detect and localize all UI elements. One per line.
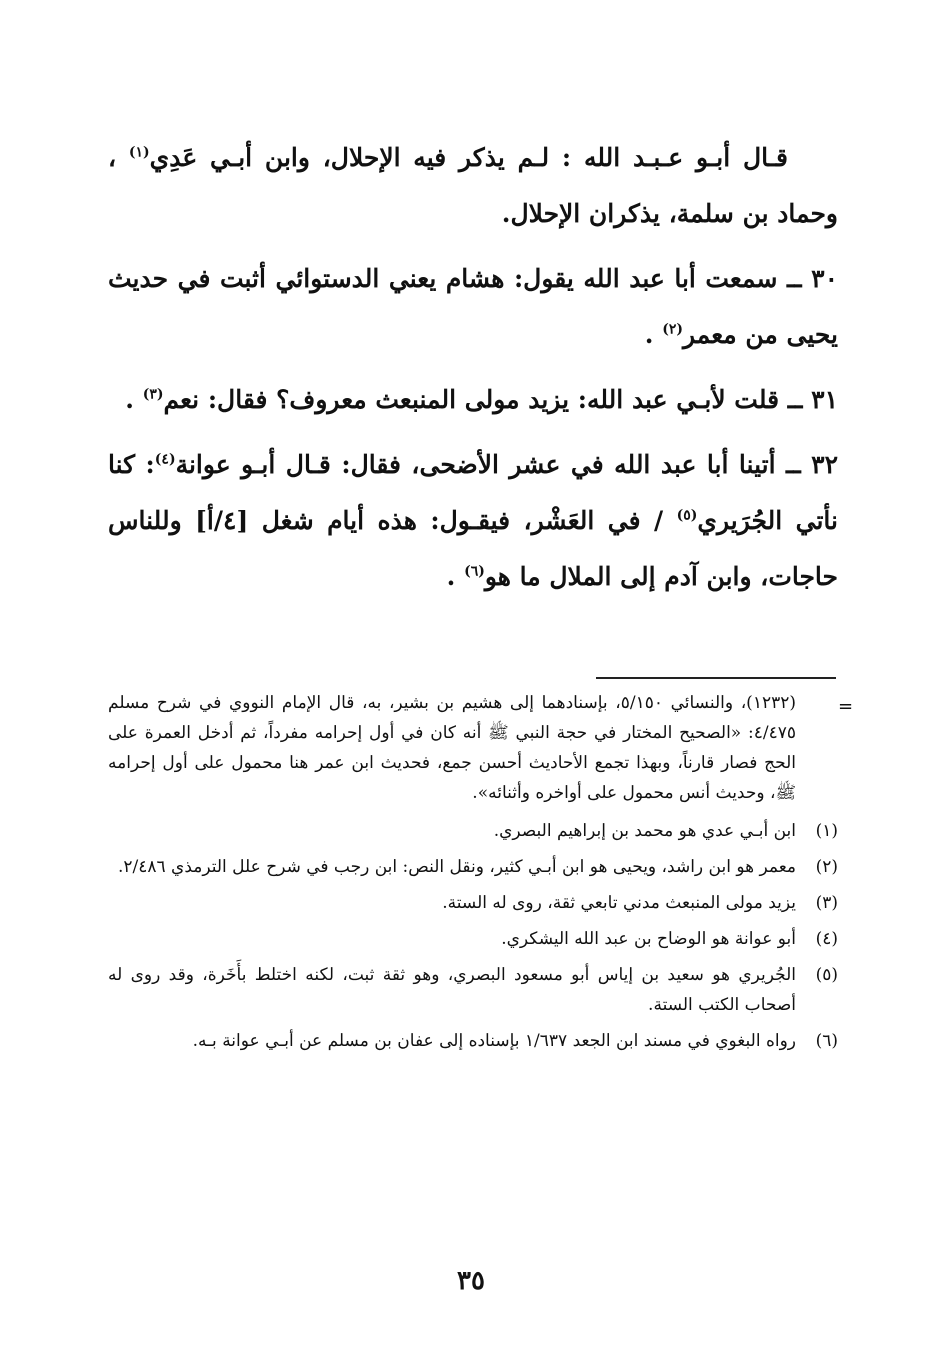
paragraph-32 [108, 437, 838, 605]
footnote-ref-5[interactable]: (٥) [676, 507, 698, 524]
paragraph-number: ٣٠ [811, 264, 838, 293]
footnote-2 [108, 852, 838, 882]
footnote-text: رواه البغوي في مسند ابن الجعد ١/٦٣٧ بإسناده إلى عفان بن مسلم عن أبـي عوانة بـه. [192, 1031, 796, 1051]
paragraph-tail: . [644, 320, 663, 349]
paragraph-31 [108, 372, 838, 428]
paragraph-text: ــ قلت لأبـي عبد الله: يزيد مولى المنبعث معروف؟ فقال: نعم [163, 385, 812, 414]
paragraph-text: / في العَشْر، فيقـول: هذه أيام شغل [٤/أ] وللناس حاجات، وابن آدم إلى الملال ما هو [108, 506, 838, 591]
footnote-ref-6[interactable]: (٦) [464, 563, 485, 580]
paragraph-tail: . [125, 385, 143, 414]
footnote-5 [108, 960, 838, 1020]
footnote-ref-1[interactable]: (١) [128, 144, 150, 161]
footnote-text: يزيد مولى المنبعث مدني تابعي ثقة، روى له الستة. [442, 893, 796, 913]
paragraph-text: ــ أتينا أبا عبد الله في عشر الأضحى، فقال: قـال أبـو عوانة [175, 450, 812, 479]
paragraph-number: ٣٢ [811, 450, 838, 479]
footnote-text: الجُريري هو سعيد بن إياس أبو مسعود البصري، وهو ثقة ثبت، لكنه اختلط بأَخَرة، وقد روى له أصحاب الكتب الستة. [108, 965, 796, 1015]
footnote-number: (٢) [815, 857, 838, 877]
paragraph-tail: ، وحماد بن سلمة، يذكران الإحلال. [108, 143, 838, 228]
footnotes-section [108, 688, 838, 1062]
footnote-ref-2[interactable]: (٢) [662, 321, 683, 338]
paragraph-text: ــ سمعت أبا عبد الله يقول: هشام يعني الدستوائي أثبت في حديث يحيى من معمر [108, 264, 838, 349]
paragraph-abu-abdullah [108, 130, 838, 242]
page-number: ٣٥ [457, 1266, 485, 1296]
paragraph-30 [108, 251, 838, 363]
paragraph-number: ٣١ [811, 385, 838, 414]
footnote-6 [108, 1026, 838, 1056]
footnote-4 [108, 924, 838, 954]
main-text [108, 130, 838, 614]
footnote-text: ابن أبـي عدي هو محمد بن إبراهيم البصري. [493, 821, 796, 841]
footnote-ref-4[interactable]: (٤) [154, 451, 176, 468]
footnote-1 [108, 816, 838, 846]
footnote-text: أبو عوانة هو الوضاح بن عبد الله اليشكري. [501, 929, 796, 949]
paragraph-text: قـال أبـو عـبـد الله : لـم يذكر فيه الإحلال، وابن أبـي عَدِي [149, 143, 788, 172]
footnote-ref-3[interactable]: (٣) [142, 386, 164, 403]
footnote-continuation: (١٢٣٢)، والنسائي ٥/١٥٠، بإسنادهما إلى هشيم بن بشير، به، قال الإمام النووي في شرح مسلم ٤/٤٧٥: «الصحيح المختار في حجة النبي ﷺ أنه كان في أول إحرامه مفرداً، ثم أدخل العمرة على الحج فصار قارناً، وبهذا تجمع الأحاديث أحسن جمع، فحديث ابن عمر هنا محمول على أول إحرامه ﷺ، وحديث أنس محمول على أواخره وأثنائه». [108, 693, 796, 803]
paragraph-text: : كنا نأتي الجُرَيري [108, 450, 838, 535]
footnote-3 [108, 888, 838, 918]
footnote-number: (٤) [815, 929, 838, 949]
paragraph-tail: . [446, 562, 465, 591]
footnote-number: (٦) [815, 1031, 838, 1051]
footnote-number: (٣) [815, 893, 838, 913]
footnote-text: معمر هو ابن راشد، ويحيى هو ابن أبـي كثير، ونقل النص: ابن رجب في شرح علل الترمذي ٢/٤٨٦. [117, 857, 796, 877]
footnote-number: (٥) [815, 965, 838, 985]
continuation-mark: = [838, 696, 854, 717]
footnote-number: (١) [815, 821, 838, 841]
footnote-divider [596, 677, 836, 679]
